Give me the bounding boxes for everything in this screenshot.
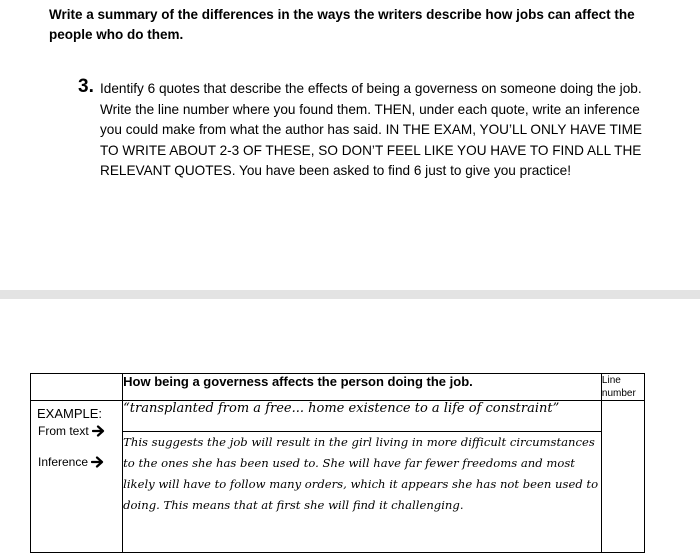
example-label-cell: [31, 401, 123, 553]
inference-label: Inference: [38, 455, 89, 469]
example-inference: This suggests the job will result in the girl living in more difficult circumstances to the ones she has been used to. She will have far fewer freedoms and most likely will have to follow many orders, which it appears she has not been used to doing. This means that at first she will find it challenging.: [123, 432, 602, 553]
arrow-right-icon: [91, 456, 105, 468]
example-line-number-cell: [601, 401, 644, 553]
task-number: 3.: [78, 76, 94, 97]
from-text-label: From text: [38, 424, 89, 438]
task-instructions: Identify 6 quotes that describe the effects of being a governess on someone doing the job. Write the line number where you found them. THEN, under each quote, write an inference you could make from what the author has said. IN THE EXAM, YOU’LL ONLY HAVE TIME TO WRITE ABOUT 2-3 OF THESE, SO DON’T FEEL LIKE YOU HAVE TO FIND ALL THE RELEVANT QUOTES. You have been asked to find 6 just to give you practice!: [100, 81, 642, 178]
inference-row: [31, 455, 122, 469]
from-text-row: [31, 424, 122, 438]
example-label: EXAMPLE:: [37, 406, 103, 421]
table-row: [31, 432, 645, 553]
table-header-title: How being a governess affects the person doing the job.: [123, 374, 602, 401]
example-quote: “transplanted from a free... home existence to a life of constraint”: [123, 401, 602, 432]
summary-prompt: Write a summary of the differences in the ways the writers describe how jobs can affect the people who do them.: [49, 7, 635, 42]
page-break: [0, 290, 700, 299]
table-header-row: [31, 374, 645, 401]
arrow-right-icon: [92, 425, 106, 437]
table-row: [31, 401, 645, 432]
line-number-header: Line number: [601, 374, 644, 401]
quotes-table: [30, 373, 645, 553]
header-empty-cell: [31, 374, 123, 401]
